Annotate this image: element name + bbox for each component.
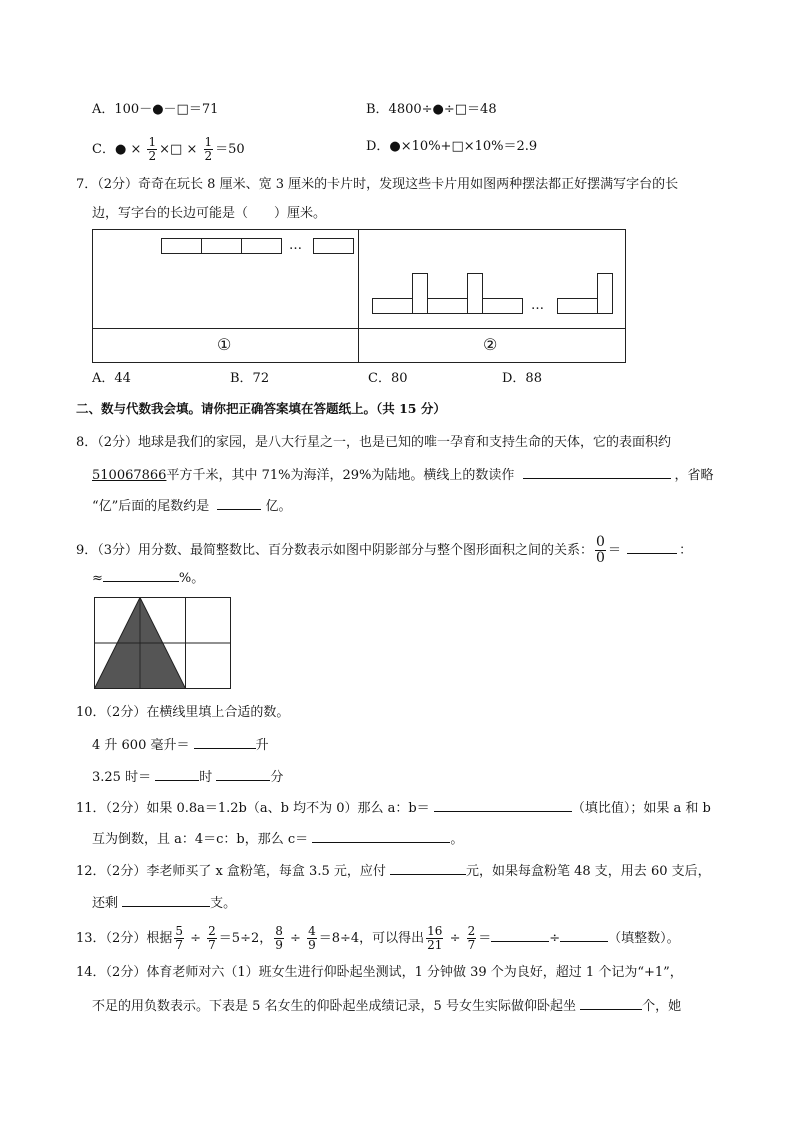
q12-blank-remaining[interactable] [122, 892, 210, 907]
q14-line-2-text: 不足的用负数表示。下表是 5 名女生的仰卧起坐成绩记录，5 号女生实际做仰卧起坐 [92, 999, 576, 1014]
card-vertical [597, 273, 613, 314]
q10-row-2-text: 3.25 时＝ [92, 770, 152, 785]
q6-option-d: D．●×10%+□×10%＝2.9 [366, 139, 538, 154]
q12-line-1-end: 元，如果每盒粉笔 48 支，用去 60 支后， [466, 864, 711, 879]
q8-line-2 [92, 464, 714, 485]
q9-triangle-figure [94, 597, 232, 690]
section-heading: 二、数与代数我会填。请你把正确答案填在答题纸上。（共 15 分） [76, 401, 446, 416]
figure-label-1: ① [217, 335, 232, 354]
card-horizontal [427, 298, 468, 314]
q7-option-a: A．44 [92, 371, 131, 386]
q12-line-1 [76, 860, 711, 881]
q9-line-1-text: 9．（3分）用分数、最简整数比、百分数表示如图中阴影部分与整个图形面积之间的关系： [76, 543, 594, 558]
q13-blank-dividend[interactable] [491, 927, 549, 942]
q10-row-1-unit: 升 [255, 738, 269, 753]
q9-line-2 [92, 567, 204, 588]
q6-option-c-fraction-1: $\frac{1}{2}$ [148, 135, 157, 163]
q7-line-1: 7．（2分）奇奇在玩长 8 厘米、宽 3 厘米的卡片时，发现这些卡片用如图两种摆法都正好摆满写字台的长 [76, 177, 679, 192]
q10-row-2-unit-hour: 时 [199, 770, 213, 785]
q12-line-1-text: 12．（2分）李老师买了 x 盒粉笔，每盒 3.5 元，应付 [76, 864, 386, 879]
q7-option-b: B．72 [230, 371, 270, 386]
q8-line-3-text: “亿”后面的尾数约是 [92, 499, 210, 514]
q13-eq1: ＝5÷2， [218, 931, 273, 946]
q8-line-3 [92, 495, 291, 516]
q10-row-2 [92, 766, 283, 787]
q12-line-2-text: 还剩 [92, 896, 119, 911]
q13-line [76, 925, 680, 952]
card-vertical [412, 273, 428, 314]
card-horizontal [372, 298, 413, 314]
q10-blank-liters[interactable] [194, 734, 256, 749]
card-horizontal [313, 238, 354, 254]
q9-approx: ≈ [92, 571, 103, 586]
q13-fraction: $\frac{16}{21}$ [427, 924, 443, 952]
card-vertical [467, 273, 483, 314]
q6-option-b: B．4800÷●÷□＝48 [366, 102, 497, 117]
q12-blank-cost[interactable] [390, 860, 466, 875]
q9-colon: ： [679, 543, 693, 558]
q10-row-1-text: 4 升 600 毫升＝ [92, 738, 190, 753]
q9-blank-ratio[interactable] [627, 539, 677, 554]
q6-option-a: A．100－●－□＝71 [92, 102, 219, 117]
q13-divide: ÷ [549, 931, 561, 946]
q11-blank-c[interactable] [312, 828, 450, 843]
q14-line-2 [92, 995, 681, 1016]
q10-blank-hours[interactable] [155, 766, 199, 781]
q10-line-1: 10．（2分）在横线里填上合适的数。 [76, 705, 290, 720]
q8-number: 510067866 [92, 468, 167, 483]
q8-line-1: 8．（2分）地球是我们的家园，是八大行星之一，也是已知的唯一孕育和支持生命的天体，它的表面积约 [76, 435, 672, 450]
q6-option-c [92, 136, 245, 163]
q10-blank-minutes[interactable] [216, 766, 270, 781]
q11-line-1-end: （填比值）；如果 a 和 b [571, 801, 711, 816]
q9-percent: %。 [178, 571, 205, 586]
q13-fraction: $\frac{4}{9}$ [308, 924, 316, 952]
figure1-ellipsis: … [289, 238, 302, 253]
q14-line-2-end: 个，她 [642, 999, 682, 1014]
q6-option-c-pre: C．● [92, 142, 127, 157]
q8-blank-reading[interactable] [523, 464, 671, 479]
q13-divide: ÷ [190, 931, 202, 946]
q13-fraction: $\frac{2}{7}$ [467, 924, 476, 952]
card-horizontal [482, 298, 523, 314]
q14-blank-situps[interactable] [580, 995, 642, 1010]
figure2-ellipsis: … [531, 298, 544, 313]
q7-option-d: D．88 [502, 371, 542, 386]
card-horizontal [241, 238, 282, 254]
q13-fraction: $\frac{8}{9}$ [275, 924, 283, 952]
q7-option-c: C．80 [368, 371, 408, 386]
q13-divide: ÷ [449, 931, 461, 946]
q14-line-1: 14．（2分）体育老师对六（1）班女生进行仰卧起坐测试，1 分钟做 39 个为良好，超过 1 个记为“+1”， [76, 965, 683, 980]
q11-line-1-text: 11．（2分）如果 0.8a＝1.2b（a、b 均不为 0）那么 a：b＝ [76, 801, 430, 816]
q7-line-2: 边，写字台的长边可能是（ ）厘米。 [92, 206, 327, 221]
q11-line-2-text: 互为倒数，且 a：4＝c：b，那么 c＝ [92, 832, 309, 847]
q8-line-3-end: 亿。 [265, 499, 292, 514]
q13-fraction: $\frac{5}{7}$ [175, 924, 183, 952]
card-horizontal [201, 238, 242, 254]
q9-blank-percent[interactable] [103, 567, 179, 582]
q11-line-1 [76, 797, 711, 818]
q13-pre: 13．（2分）根据 [76, 931, 173, 946]
q8-line-2-end: ，省略 [674, 468, 714, 483]
q6-option-c-times3: × [186, 142, 198, 157]
q10-row-2-unit-minute: 分 [270, 770, 284, 785]
q13-divide: ÷ [290, 931, 301, 946]
q10-row-1 [92, 734, 269, 755]
q8-line-2-text: 平方千米，其中 71%为海洋，29%为陆地。横线上的数读作 [166, 468, 515, 483]
q13-eq3: ＝ [478, 931, 492, 946]
card-horizontal [557, 298, 598, 314]
q9-line-1 [76, 535, 692, 566]
q7-table-divider-vertical [358, 229, 359, 363]
q11-line-2-end: 。 [450, 832, 464, 847]
figure-label-2: ② [483, 335, 498, 354]
card-horizontal [161, 238, 202, 254]
q6-option-c-times2: ×□ [159, 142, 183, 157]
q11-blank-ratio[interactable] [434, 797, 572, 812]
q13-eq2: ＝8÷4，可以得出 [318, 931, 425, 946]
q6-option-c-end: ＝50 [215, 142, 245, 157]
q13-end: （填整数）。 [608, 931, 680, 946]
q11-line-2 [92, 828, 463, 849]
q9-fraction-blank[interactable]: $\frac{0}{0}$ [596, 534, 605, 566]
q13-blank-divisor[interactable] [560, 927, 608, 942]
q12-line-2 [92, 892, 236, 913]
q6-option-c-times1: × [130, 142, 142, 157]
q12-line-2-end: 支。 [210, 896, 237, 911]
q7-table-divider-horizontal [92, 328, 626, 329]
q13-fraction: $\frac{2}{7}$ [208, 924, 216, 952]
q8-blank-approx[interactable] [217, 495, 261, 510]
q9-equals: ＝ [607, 543, 621, 558]
q6-option-c-fraction-2: $\frac{1}{2}$ [204, 135, 213, 163]
